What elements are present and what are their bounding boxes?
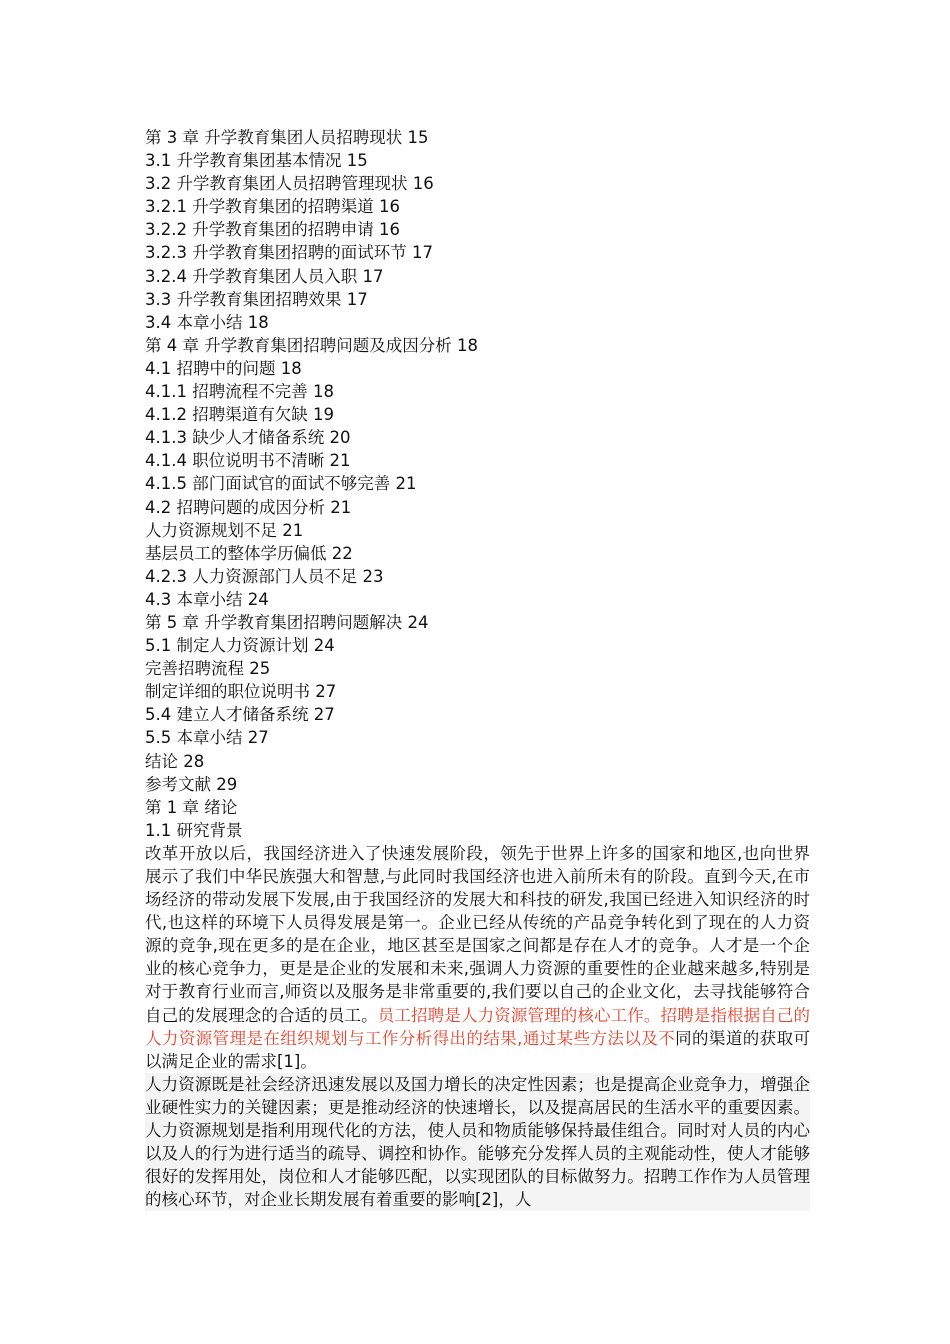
toc-line: 3.2.4 升学教育集团人员入职 17: [145, 266, 384, 286]
toc-line: 完善招聘流程 25: [145, 659, 271, 679]
paragraph-text: 改革开放以后，我国经济进入了快速发展阶段，领先于世界上许多的国家和地区,也向世界展示了我们中华民族强大和智慧,与此同时我国经济也进入前所未有的阶段。直到今天,在市场经济的带动发展下发展,由于我国经济的发展大和科技的研发,我国已经进入知识经济的时代,也这样的环境下人员得发展是第一。企业已经从传统的产品竞争转化到了现在的人力资源的竞争,现在更多的是在企业，地区甚至是国家之间都是存在人才的竞争。人才是一个企业的核心竞争力，更是是企业的发展和未来,强调人力资源的重要性的企业越来越多,特别是对于教育行业而言,师资以及服务是非常重要的,我们要以自己的企业文化，去寻找能够符合自己的发展理念的合适的员工。: [145, 843, 810, 1025]
body-paragraph-2: 人力资源既是社会经济迅速发展以及国力增长的决定性因素；也是提高企业竞争力，增强企业硬性实力的关键因素；更是推动经济的快速增长，以及提高居民的生活水平的重要因素。人力资源规划是指利用现代化的方法，使人员和物质能够保持最佳组合。同时对人员的内心以及人的行为进行适当的疏导、调控和协作。能够充分发挥人员的主观能动性，使人才能够很好的发挥用处，岗位和人才能够匹配，以实现团队的目标做努力。招聘工作作为人员管理的核心环节，对企业长期发展有着重要的影响[2]，人: [145, 1073, 810, 1212]
toc-line: 制定详细的职位说明书 27: [145, 682, 337, 702]
toc-line: 3.2.3 升学教育集团招聘的面试环节 17: [145, 243, 433, 263]
toc-line: 第 4 章 升学教育集团招聘问题及成因分析 18: [145, 335, 478, 355]
toc-line: 5.4 建立人才储备系统 27: [145, 705, 335, 725]
chapter-heading: 第 1 章 绪论: [145, 797, 238, 817]
paragraph-text: 同的渠道的获取可以满足企业的需求[1]。: [145, 1028, 810, 1071]
toc-line: 第 3 章 升学教育集团人员招聘现状 15: [145, 128, 429, 147]
toc-line: 4.1.1 招聘流程不完善 18: [145, 382, 334, 402]
toc-line: 结论 28: [145, 751, 205, 771]
toc-line: 4.1 招聘中的问题 18: [145, 358, 302, 378]
toc-line: 3.4 本章小结 18: [145, 312, 269, 332]
toc-line: 参考文献 29: [145, 774, 238, 794]
toc-line: 第 5 章 升学教育集团招聘问题解决 24: [145, 612, 429, 632]
toc-line: 4.1.4 职位说明书不清晰 21: [145, 451, 351, 471]
body-paragraph-1: [145, 842, 810, 1073]
toc-line: 5.1 制定人力资源计划 24: [145, 636, 335, 656]
toc-line: 3.2 升学教育集团人员招聘管理现状 16: [145, 174, 434, 194]
toc-line: 4.3 本章小结 24: [145, 589, 269, 609]
document-page: [145, 126, 810, 1211]
table-of-contents: [145, 126, 810, 842]
toc-line: 4.1.5 部门面试官的面试不够完善 21: [145, 474, 417, 494]
toc-line: 4.2.3 人力资源部门人员不足 23: [145, 566, 384, 586]
toc-line: 4.2 招聘问题的成因分析 21: [145, 497, 352, 517]
highlighted-text: 员工招聘是人力资源管理的核心工作。招聘是指根据自己的人力资源管理是在组织规划与工作分析得出的结果,通过某些方法以及不: [145, 1005, 811, 1048]
toc-line: 3.1 升学教育集团基本情况 15: [145, 151, 368, 171]
toc-line: 4.1.3 缺少人才储备系统 20: [145, 428, 351, 448]
toc-line: 4.1.2 招聘渠道有欠缺 19: [145, 405, 334, 425]
toc-line: 5.5 本章小结 27: [145, 728, 269, 748]
section-heading: 1.1 研究背景: [145, 820, 243, 840]
toc-line: 人力资源规划不足 21: [145, 520, 304, 540]
toc-line: 基层员工的整体学历偏低 22: [145, 543, 353, 563]
toc-line: 3.3 升学教育集团招聘效果 17: [145, 289, 368, 309]
toc-line: 3.2.1 升学教育集团的招聘渠道 16: [145, 197, 400, 217]
toc-line: 3.2.2 升学教育集团的招聘申请 16: [145, 220, 400, 240]
